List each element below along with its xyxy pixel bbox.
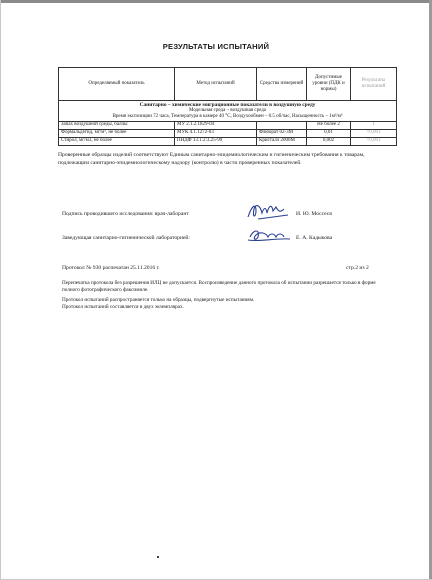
row-result: 1 xyxy=(351,121,397,129)
results-table xyxy=(58,67,397,146)
table-row xyxy=(59,129,397,137)
row-method: МУ 2.1.2.1829-04 xyxy=(175,121,257,129)
section-row xyxy=(59,101,397,122)
row-method: ПНДФ 13.1:2:3.25-99 xyxy=(175,137,257,145)
row-indicator: Стирол, мг/м3, не более xyxy=(59,137,175,145)
page-number: стр.2 из 2 xyxy=(346,265,369,271)
row-result: <0,001 xyxy=(351,129,397,137)
section-title: Санитарно – химические миграционные показатели в воздушную среду xyxy=(139,102,316,108)
row-means xyxy=(257,121,307,129)
performer-name: И. Ю. Моссеся xyxy=(296,211,332,217)
note-reprint: Перепечатка протокола без разрешения ИЛЦ не допускается. Воспроизведение данного протокола об испытании разрешается только в форме полного фотографического факсимиле. xyxy=(62,280,376,293)
page-dot xyxy=(157,556,159,558)
table-header-row xyxy=(59,68,397,101)
row-means: Кристалл 2000М xyxy=(257,137,307,145)
section-subtitle-2: Время экспозиции 72 часа, Температура в камере 40 °С, Воздухообмен – 0.5 об/час, Насыщенность – 1м²/м³ xyxy=(112,113,343,119)
header-method: Метод испытаний xyxy=(175,68,257,101)
row-indicator: Запах воздушной среды, баллы xyxy=(59,121,175,129)
row-allowed: 0,01 xyxy=(307,129,351,137)
header-means: Средства измерений xyxy=(257,68,307,101)
page-frame-top xyxy=(0,0,432,3)
head-signature xyxy=(244,225,294,245)
header-indicator: Определяемый показатель xyxy=(59,68,175,101)
row-method: МУК 4.1.1272-03 xyxy=(175,129,257,137)
head-name: Е. А. Кадыкова xyxy=(296,235,333,241)
page-frame-left xyxy=(0,0,1,580)
row-means: Флюорат 02-3М xyxy=(257,129,307,137)
performer-label: Подпись проводившего исследования: врач-лаборант xyxy=(62,211,189,217)
section-subtitle-1: Модельная среда – воздушная среда xyxy=(189,108,266,114)
header-allowed: Допустимые уровни (ПДК и нормы) xyxy=(307,68,351,101)
row-indicator: Формальдегид, мг/м³, не более xyxy=(59,129,175,137)
note-scope: Протокол испытаний распространяется только на образцы, подвергнутые испытаниям. xyxy=(62,297,255,303)
header-results: Результаты испытаний xyxy=(351,68,397,101)
performer-signature xyxy=(244,201,292,223)
document-title: РЕЗУЛЬТАТЫ ИСПЫТАНИЙ xyxy=(162,42,270,51)
head-label: Заведующая санитарно-гигиенической лабораторией: xyxy=(62,235,190,241)
row-allowed: 0,002 xyxy=(307,137,351,145)
protocol-line: Протокол № 930 распечатан 25.11.2016 г. xyxy=(62,265,160,271)
note-copies: Протокол испытаний составляется в двух экземплярах. xyxy=(62,304,184,310)
row-result: <0,001 xyxy=(351,137,397,145)
conclusion-text: Проверенные образцы изделий соответствуют Единым санитарно-эпидемиологическим и гигиеническим требования к товарам, подлежащим санитарно-эпидемиологическому надзору (контролю) в части проверенных показателей. xyxy=(58,152,365,166)
table-row xyxy=(59,121,397,129)
row-allowed: Не более 2 xyxy=(307,121,351,129)
table-row xyxy=(59,137,397,145)
